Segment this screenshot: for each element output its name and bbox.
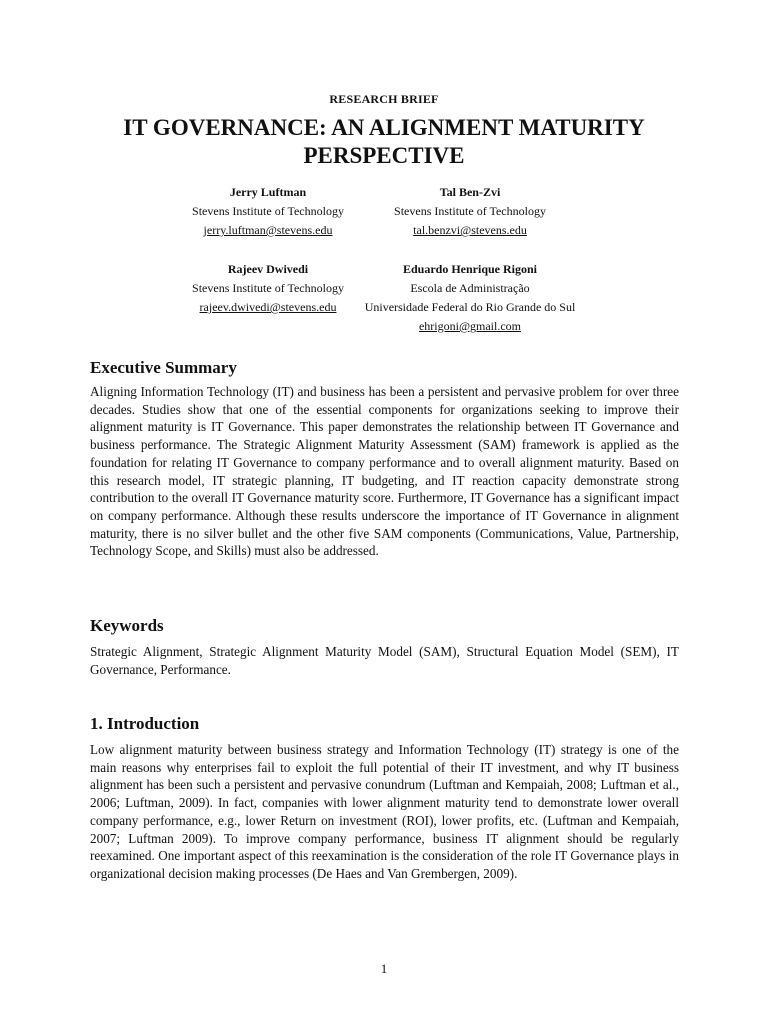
author-block-ben-zvi (350, 183, 590, 240)
author-affiliation: Stevens Institute of Technology (192, 204, 344, 218)
author-email-link[interactable]: ehrigoni@gmail.com (418, 319, 522, 333)
author-email-link[interactable]: jerry.luftman@stevens.edu (203, 223, 333, 237)
author-affiliation: Escola de Administração (410, 281, 530, 295)
author-block-rigoni (340, 260, 600, 336)
paper-title: IT GOVERNANCE: AN ALIGNMENT MATURITY PERSPECTIVE (123, 115, 645, 168)
author-name: Jerry Luftman (229, 185, 307, 199)
author-affiliation-secondary: Universidade Federal do Rio Grande do Sul (364, 300, 576, 314)
author-affiliation: Stevens Institute of Technology (192, 281, 344, 295)
page-number: 1 (380, 961, 388, 976)
author-email-link[interactable]: rajeev.dwivedi@stevens.edu (199, 300, 337, 314)
author-name: Rajeev Dwivedi (227, 262, 309, 276)
keywords-heading: Keywords (90, 616, 164, 635)
introduction-heading: 1. Introduction (90, 714, 200, 733)
author-affiliation: Stevens Institute of Technology (394, 204, 546, 218)
keywords-paragraph: Strategic Alignment, Strategic Alignment Maturity Model (SAM), Structural Equation Model (SEM), IT Governance, Performance. (90, 644, 679, 677)
executive-summary-paragraph: Aligning Information Technology (IT) and business has been a persistent and pervasive problem for over three decades. Studies show that one of the essential components for organizations seeking to improve their alignment maturity is IT Governance. This paper demonstrates the relationship between IT Governance and business performance. The Strategic Alignment Maturity Assessment (SAM) framework is applied as the foundation for relating IT Governance to company performance and to overall alignment maturity. Based on this research model, IT strategic planning, IT budgeting, and IT reaction capacity demonstrate strong contribution to the overall IT Governance maturity score. Furthermore, IT Governance has a significant impact on company performance. Although these results underscore the importance of IT Governance in alignment maturity, there is no silver bullet and the other five SAM components (Communications, Value, Partnership, Technology Scope, and Skills) must also be addressed. (90, 384, 679, 559)
introduction-paragraph: Low alignment maturity between business strategy and Information Technology (IT) strategy is one of the main reasons why enterprises fail to exploit the full potential of their IT investment, and why IT business alignment has been such a persistent and pervasive conundrum (Luftman and Kempaiah, 2008; Luftman et al., 2006; Luftman, 2009). In fact, companies with lower alignment maturity tend to demonstrate lower overall company performance, e.g., lower Return on investment (ROI), lower profits, etc. (Luftman and Kempaiah, 2007; Luftman 2009). To improve company performance, business IT alignment should be regularly reexamined. One important aspect of this reexamination is the consideration of the role IT Governance plays in organizational decision making processes (De Haes and Van Grembergen, 2009). (90, 742, 679, 881)
author-name: Eduardo Henrique Rigoni (402, 262, 538, 276)
executive-summary-heading: Executive Summary (90, 358, 237, 377)
author-email-link[interactable]: tal.benzvi@stevens.edu (413, 223, 527, 237)
author-name: Tal Ben-Zvi (439, 185, 501, 199)
research-brief-label: RESEARCH BRIEF (329, 92, 439, 106)
